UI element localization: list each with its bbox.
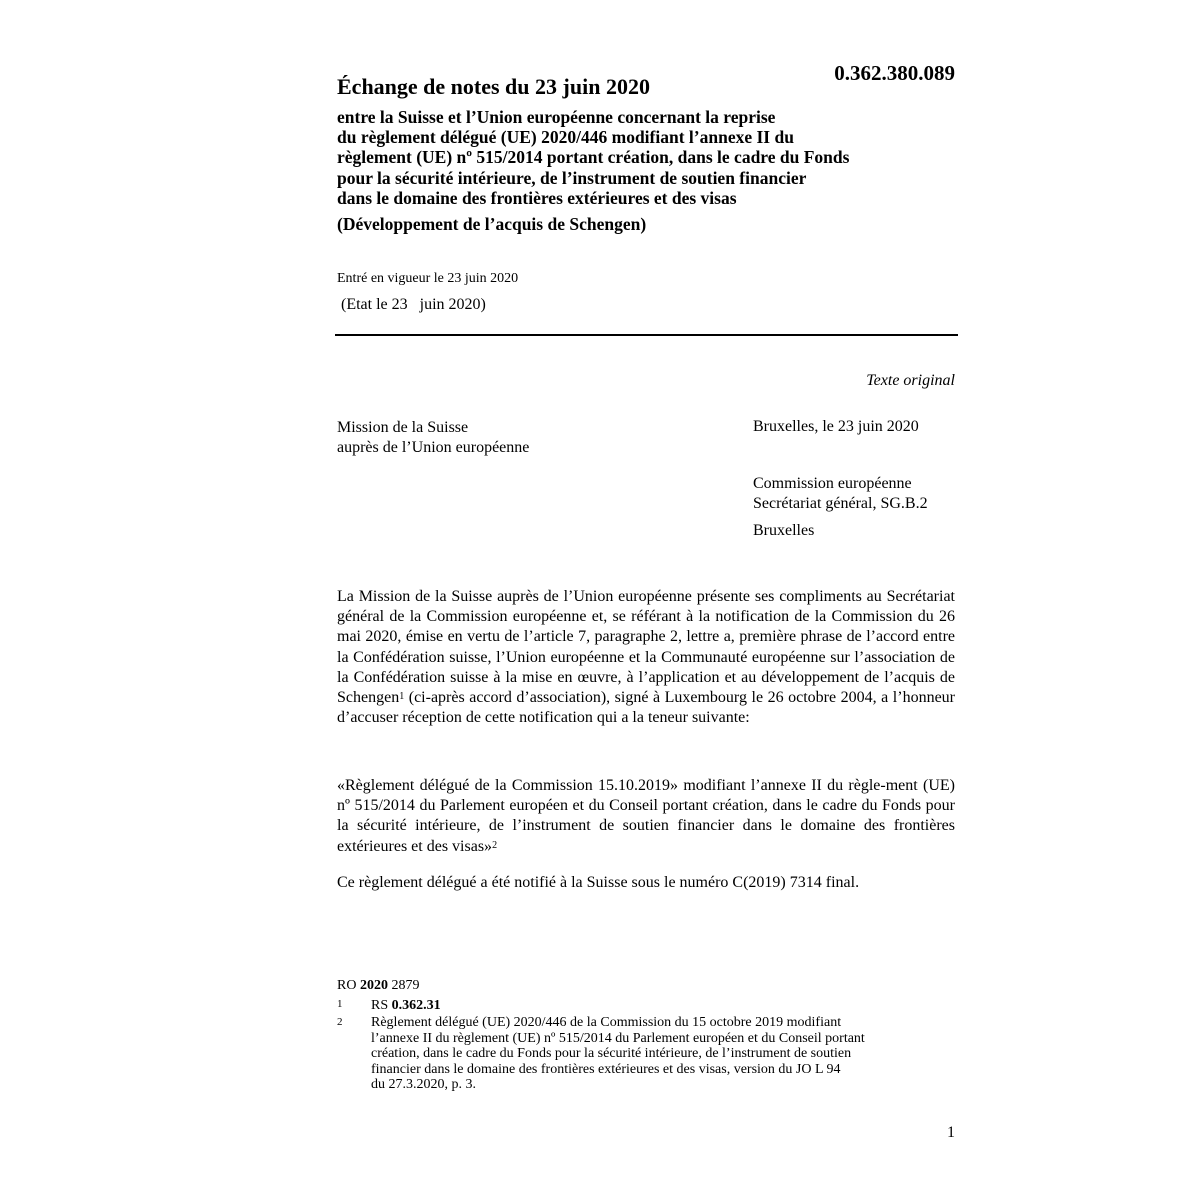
sender-address — [337, 418, 529, 458]
footnote-number: 1 — [337, 998, 343, 1010]
subtitle-line: entre la Suisse et l’Union européenne concernant la reprise — [337, 107, 776, 127]
ro-year: 2020 — [359, 978, 388, 993]
ro-page: 2879 — [387, 978, 420, 993]
original-text-label: Texte original — [866, 372, 955, 389]
subtitle-line: pour la sécurité intérieure, de l’instrument de soutien financier — [337, 167, 807, 188]
subtitle-line: règlement (UE) nº 515/2014 portant création, dans le cadre du Fonds — [337, 147, 850, 168]
ro-prefix: RO — [337, 978, 360, 993]
subtitle-line: du règlement délégué (UE) 2020/446 modifiant l’annexe II du — [337, 127, 794, 148]
paragraph-text: La Mission de la Suisse auprès de l’Union européenne présente ses compliments au Secrétariat général de la Commission européenne et, se référant à la notification de la Commission du 26 mai 2020, émise en vertu de l’article 7, paragraphe 2, lettre a, première phrase de l’accord entre la Confédération suisse, l’Union européenne et la Communauté européenne sur l’association de la Confédération suisse à la mise en œuvre, à l’application et au développement de l’acquis de Schengen — [337, 588, 955, 707]
footnote-1 — [337, 998, 441, 1014]
official-compilation-ref — [337, 978, 419, 994]
recipient-address — [753, 474, 928, 514]
footnote-line: création, dans le cadre du Fonds pour la sécurité intérieure, de l’instrument de soutien — [371, 1046, 852, 1061]
document-subtitle-schengen: (Développement de l’acquis de Schengen) — [337, 214, 647, 234]
body-paragraph-1 — [337, 587, 955, 728]
classification-number: 0.362.380.089 — [834, 61, 955, 85]
header-divider — [335, 334, 958, 336]
body-paragraph-2 — [337, 776, 955, 857]
footnote-ref-1[interactable]: 1 — [399, 691, 405, 703]
page-number: 1 — [947, 1124, 955, 1141]
footnote-line: Règlement délégué (UE) 2020/446 de la Commission du 15 octobre 2019 modifiant — [371, 1015, 842, 1030]
footnote-text — [371, 998, 441, 1013]
document-title: Échange de notes du 23 juin 2020 — [337, 74, 650, 99]
paragraph-text: «Règlement délégué de la Commission 15.10.2019» modifiant l’annexe II du règle-ment (UE) nº 515/2014 du Parlement européen et du Conseil portant création, dans le cadre du Fonds pour la sécurité intérieure, de l’instrument de soutien financier dans le domaine des frontières extérieures et des visas» — [337, 777, 955, 855]
paragraph-text: (ci-après accord d’association), signé à Luxembourg le 26 octobre 2004, a l’honneur d’accuser réception de cette notification qui a la teneur suivante: — [337, 689, 955, 727]
recipient-line: Commission européenne — [753, 475, 912, 492]
footnote-text — [371, 1015, 957, 1093]
footnote-ref-2[interactable]: 2 — [492, 839, 498, 851]
sender-line: Mission de la Suisse — [337, 419, 469, 436]
document-subtitle — [337, 107, 977, 208]
entry-into-force: Entré en vigueur le 23 juin 2020 — [337, 271, 519, 286]
sender-line: auprès de l’Union européenne — [337, 439, 530, 456]
state-date: (Etat le 23 juin 2020) — [341, 296, 486, 313]
footnote-number: 2 — [337, 1016, 343, 1028]
recipient-city: Bruxelles — [753, 522, 815, 539]
footnote-line: du 27.3.2020, p. 3. — [371, 1077, 476, 1092]
footnote-line: financier dans le domaine des frontières extérieures et des visas, version du JO L 94 — [371, 1061, 841, 1077]
place-and-date: Bruxelles, le 23 juin 2020 — [753, 418, 919, 435]
footnote-prefix: RS — [371, 998, 392, 1013]
footnote-line: l’annexe II du règlement (UE) nº 515/2014 du Parlement européen et du Conseil portant — [371, 1030, 865, 1046]
footnote-2 — [337, 1015, 957, 1093]
recipient-line: Secrétariat général, SG.B.2 — [753, 495, 928, 512]
footnote-sr-link[interactable]: 0.362.31 — [391, 998, 441, 1013]
body-paragraph-3: Ce règlement délégué a été notifié à la Suisse sous le numéro C(2019) 7314 final. — [337, 874, 860, 891]
subtitle-line: dans le domaine des frontières extérieures et des visas — [337, 187, 737, 208]
